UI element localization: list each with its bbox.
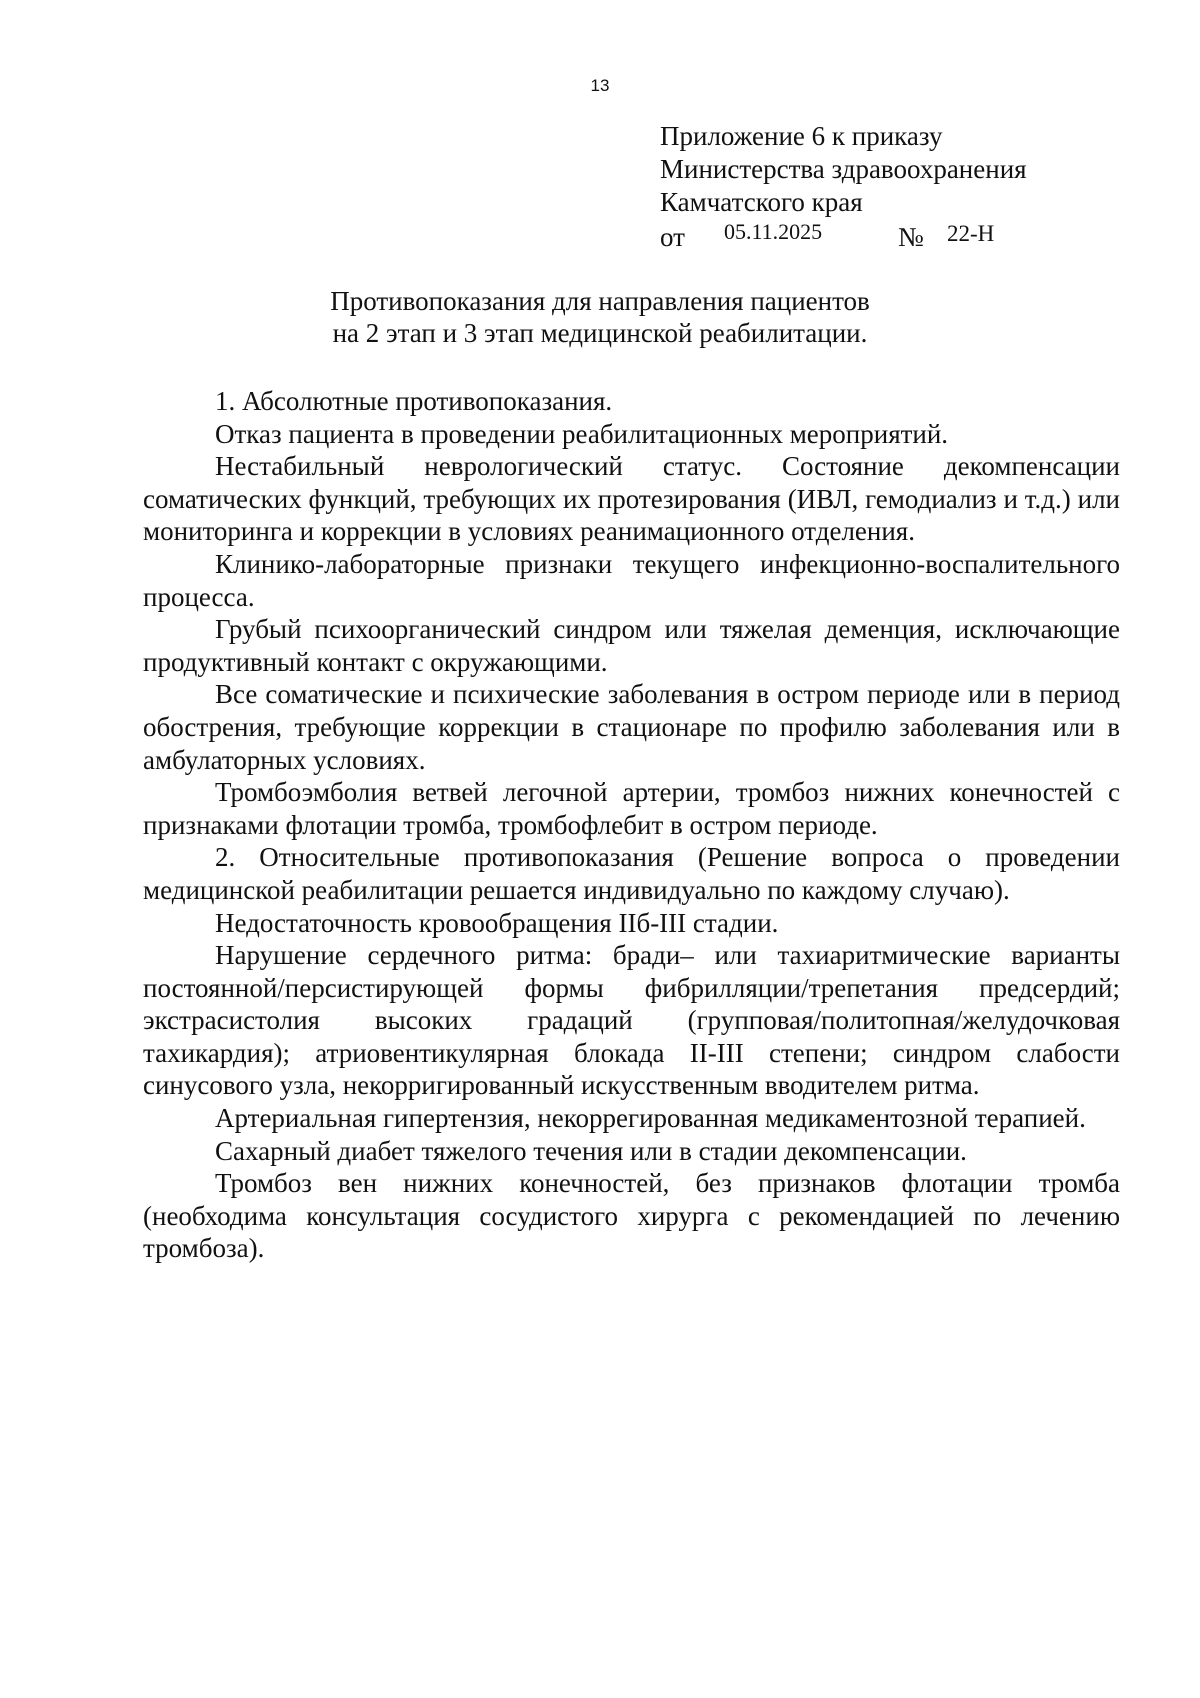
section-heading-relative: 2. Относительные противопоказания (Решение вопроса о проведении медицинской реабилитации решается индивидуально по каждому случаю). bbox=[143, 842, 1120, 905]
body-paragraph: Тромбоз вен нижних конечностей, без признаков флотации тромба (необходима консультация сосудистого хирурга с рекомендацией по лечению тромбоза). bbox=[143, 1168, 1120, 1264]
document-body bbox=[143, 385, 1120, 1265]
body-paragraph: Артериальная гипертензия, некоррегированная медикаментозной терапией. bbox=[215, 1103, 1086, 1134]
page-number: 13 bbox=[590, 76, 610, 95]
order-date: 05.11.2025 bbox=[724, 219, 823, 244]
title-line-2: на 2 этап и 3 этап медицинской реабилитации. bbox=[332, 318, 868, 348]
body-paragraph: Нестабильный неврологический статус. Состояние декомпенсации соматических функций, требующих их протезирования (ИВЛ, гемодиализ и т.д.) или мониторинга и коррекции в условиях реанимационного отделения. bbox=[143, 451, 1120, 547]
body-paragraph: Клинико-лабораторные признаки текущего инфекционно-воспалительного процесса. bbox=[143, 548, 1120, 612]
appendix-line-2: Министерства здравоохранения bbox=[660, 154, 1027, 184]
body-paragraph: Недостаточность кровообращения IIб-III стадии. bbox=[215, 907, 779, 938]
order-number: 22-Н bbox=[947, 221, 995, 246]
title-line-1: Противопоказания для направления пациентов bbox=[330, 286, 870, 316]
body-paragraph: Нарушение сердечного ритма: бради– или тахиаритмические варианты постоянной/персистирующей формы фибрилляции/трепетания предсердий; экстрасистолия высоких градаций (групповая/политопная/желудочковая тахикардия); атриовентикулярная блокада II-III степени; синдром слабости синусового узла, некорригированный искусственным вводителем ритма. bbox=[143, 940, 1120, 1101]
section-heading-absolute: 1. Абсолютные противопоказания. bbox=[215, 386, 613, 416]
body-paragraph: Отказ пациента в проведении реабилитационных мероприятий. bbox=[215, 418, 949, 449]
number-label: № bbox=[898, 222, 924, 252]
body-paragraph: Тромбоэмболия ветвей легочной артерии, тромбоз нижних конечностей с признаками флотации тромба, тромбофлебит в остром периоде. bbox=[143, 777, 1120, 840]
body-paragraph: Все соматические и психические заболевания в остром периоде или в период обострения, требующие коррекции в стационаре по профилю заболевания или в амбулаторных условиях. bbox=[143, 679, 1120, 775]
appendix-line-1: Приложение 6 к приказу bbox=[660, 121, 943, 151]
appendix-line-3: Камчатского края bbox=[660, 187, 863, 217]
date-label: от bbox=[660, 222, 685, 252]
body-paragraph: Сахарный диабет тяжелого течения или в стадии декомпенсации. bbox=[215, 1135, 967, 1166]
appendix-header bbox=[660, 120, 1027, 252]
document-title bbox=[0, 285, 1200, 349]
body-paragraph: Грубый психоорганический синдром или тяжелая деменция, исключающие продуктивный контакт с окружающими. bbox=[143, 614, 1120, 677]
order-date-number-line bbox=[660, 219, 1027, 252]
